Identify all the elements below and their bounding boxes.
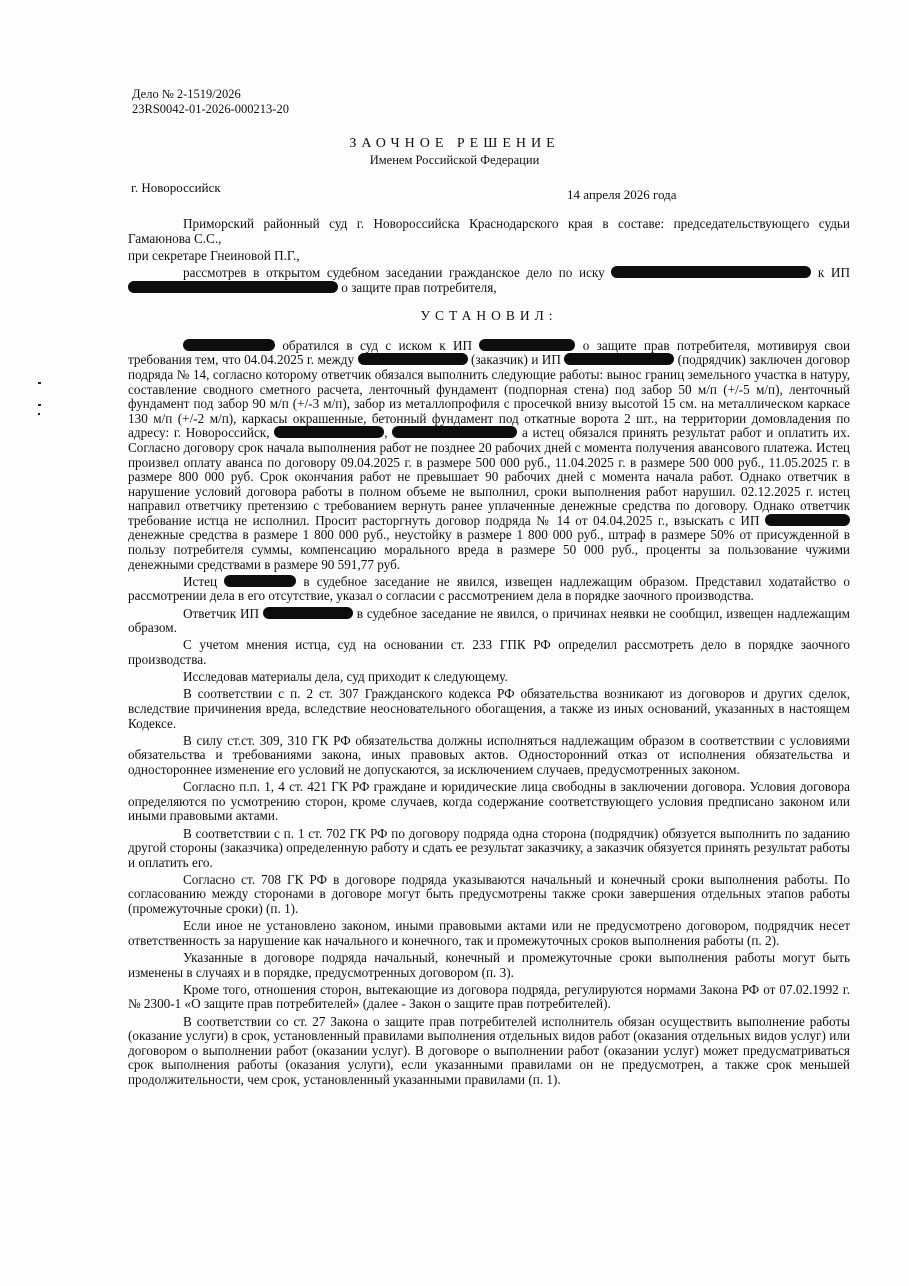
scan-speck xyxy=(38,413,40,415)
case-uid: 23RS0042-01-2026-000213-20 xyxy=(132,102,289,116)
redaction-bar xyxy=(183,339,275,351)
paragraph-text: (подрядчик) заключен договор подряда № 14, согласно которому ответчик обязался выполнить следующие работы: вынос границ земельного участка в натуру, составление сводного сметного расчета, ленточный фундамент (подпорная стена) под забор 50 м/п (+/-5 м/п), ленточный фундамент под забор 90 м/п (+/-3 м/п), забор из металлопрофиля с просечкой внизу высотой 15 см. на металлическом каркасе 130 м/п (+/-2 м/п), каркасы окрашенные, бетонный фундамент под откатные ворота 2 шт., на территории домовладения по адресу: г. Новороссийск, xyxy=(128,352,850,441)
document-body xyxy=(128,217,850,1090)
paragraph xyxy=(128,607,850,636)
place: г. Новороссийск xyxy=(131,180,221,195)
paragraph-text: при секретаре Гнеиновой П.Г., xyxy=(128,247,300,263)
scan-speck xyxy=(38,382,41,384)
date: 14 апреля 2026 года xyxy=(567,187,677,202)
redaction-bar xyxy=(224,575,296,587)
paragraph-text: денежные средства в размере 1 800 000 руб., неустойку в размере 1 800 000 руб., штраф в размере 50% от присужденной в пользу потребителя суммы, компенсацию морального вреда в размере 50 000 руб., проценты за пользование чужими денежными средствами в размере 90 591,77 руб. xyxy=(128,527,850,572)
paragraph-text: в судебное заседание не явился, извещен надлежащим образом. Представил ходатайство о рассмотрении дела в его отсутствие, указал о согласии с рассмотрением дела в порядке заочного производства. xyxy=(128,573,850,604)
paragraph-text: о защите прав потребителя, xyxy=(338,279,497,295)
paragraph xyxy=(128,575,850,604)
paragraph-text: в судебное заседание не явился, о причинах неявки не сообщил, извещен надлежащим образом. xyxy=(128,605,850,636)
paragraph xyxy=(128,638,850,667)
paragraph-text: Указанные в договоре подряда начальный, конечный и промежуточные сроки выполнения работы могут быть изменены в случаях и в порядке, предусмотренных договором (п. 3). xyxy=(128,950,850,980)
document-title: ЗАОЧНОЕ РЕШЕНИЕ xyxy=(349,136,560,151)
paragraph xyxy=(128,919,850,948)
paragraph xyxy=(128,266,850,295)
paragraph-text: Исследовав материалы дела, суд приходит к следующему. xyxy=(183,669,508,685)
redaction-bar xyxy=(611,266,811,278)
redaction-bar xyxy=(564,353,674,365)
paragraph-text: В соответствии со ст. 27 Закона о защите прав потребителей исполнитель обязан осуществить выполнение работы (оказание услуги) в срок, установленный правилами выполнения отдельных видов работ (оказания отдельных видов услуг) или договором о выполнении работ (оказании услуг). В договоре о выполнении работ (оказании услуг) может предусматриваться срок выполнения работы (оказания услуги), если указанными правилами он не предусмотрен, а также срок меньшей продолжительности, чем срок, установленный указанными правилами (п. 1). xyxy=(128,1013,850,1087)
paragraph-text: (заказчик) и ИП xyxy=(467,352,565,368)
paragraph-text: о защите прав потребителя, мотивируя свои требования тем, что 04.04.2025 г. между xyxy=(128,337,850,368)
paragraph xyxy=(128,780,850,824)
paragraph xyxy=(128,827,850,871)
paragraph xyxy=(128,249,850,264)
paragraph xyxy=(128,339,850,573)
redaction-bar xyxy=(358,353,468,365)
paragraph-text: к ИП xyxy=(811,264,850,280)
paragraph-text: рассмотрев в открытом судебном заседании гражданское дело по иску xyxy=(183,264,612,280)
document-subtitle: Именем Российской Федерации xyxy=(369,153,540,167)
case-number: Дело № 2-1519/2026 xyxy=(132,87,241,101)
paragraph xyxy=(128,687,850,731)
paragraph-text: Истец xyxy=(183,573,225,589)
paragraph xyxy=(128,983,850,1012)
paragraph-text: Если иное не установлено законом, иными правовыми актами или не предусмотрено договором, подрядчик несет ответственность за нарушение как начального и конечного, так и промежуточных сроков выполнения работы (п. 2). xyxy=(128,918,850,948)
paragraph xyxy=(128,951,850,980)
redaction-bar xyxy=(765,514,850,526)
paragraph-text: , xyxy=(384,425,393,441)
redaction-bar xyxy=(274,426,384,438)
paragraph-text: Согласно ст. 708 ГК РФ в договоре подряда указываются начальный и конечный сроки выполнения работы. По согласованию между сторонами в договоре могут быть предусмотрены также сроки завершения отдельных этапов работы (промежуточные сроки) (п. 1). xyxy=(128,871,850,917)
paragraph xyxy=(128,217,850,246)
paragraph xyxy=(128,873,850,917)
paragraph-text: обратился в суд с иском к ИП xyxy=(275,337,480,353)
paragraph-text: В соответствии с п. 2 ст. 307 Гражданского кодекса РФ обязательства возникают из договоров и других сделок, вследствие причинения вреда, вследствие неосновательного обогащения, а также из иных оснований, указанных в настоящем Кодексе. xyxy=(128,686,850,731)
case-header xyxy=(132,87,289,117)
section-heading xyxy=(128,309,850,324)
paragraph-text: В соответствии с п. 1 ст. 702 ГК РФ по договору подряда одна сторона (подрядчик) обязуется выполнить по заданию другой стороны (заказчика) определенную работу и сдать ее результат заказчику, а заказчик обязуется принять результат работы и оплатить его. xyxy=(128,825,850,870)
scan-speck xyxy=(38,404,41,406)
paragraph xyxy=(128,734,850,778)
paragraph xyxy=(128,1015,850,1088)
paragraph-text: Приморский районный суд г. Новороссийска Краснодарского края в составе: председательствующего судьи Гамаюнова С.С., xyxy=(128,216,850,246)
paragraph-text: Ответчик ИП xyxy=(183,605,263,621)
redaction-bar xyxy=(392,426,517,438)
paragraph-text: В силу ст.ст. 309, 310 ГК РФ обязательства должны исполняться надлежащим образом в соответствии с условиями обязательства и требованиями закона, иных правовых актов. Односторонний отказ от исполнения обязательства и одностороннее изменение его условий не допускаются, за исключением случаев, предусмотренных законом. xyxy=(128,732,850,777)
paragraph-text: а истец обязался принять результат работ и оплатить их. Согласно договору срок начала выполнения работ не позднее 20 рабочих дней с момента получения авансового платежа. Истец произвел оплату аванса по договору 09.04.2025 г. в размере 500 000 руб., 11.04.2025 г. в размере 500 000 руб., 11.05.2025 г. в размере 800 000 руб. Срок окончания работ не превышает 90 рабочих дней с момента начала работ. Однако ответчик в нарушение условий договора работы в полном объеме не выполнил, сроки выполнения работ нарушил. 02.12.2025 г. истец направил ответчику претензию с требованием вернуть ранее уплаченные денежные средства по договору. Однако ответчик требование истца не исполнил. Просит расторгнуть договор подряда № 14 от 04.04.2025 г., взыскать с ИП xyxy=(128,425,850,528)
paragraph-text: Согласно п.п. 1, 4 ст. 421 ГК РФ граждане и юридические лица свободны в заключении договора. Условия договора определяются по усмотрению сторон, кроме случаев, когда содержание соответствующего условия предписано законом или иными правовыми актами. xyxy=(128,779,850,824)
paragraph-text: Кроме того, отношения сторон, вытекающие из договора подряда, регулируются нормами Закона РФ от 07.02.1992 г. № 2300-1 «О защите прав потребителей» (далее - Закон о защите прав потребителей). xyxy=(128,981,850,1012)
redaction-bar xyxy=(479,339,575,351)
paragraph-text: УСТАНОВИЛ: xyxy=(420,308,558,324)
redaction-bar xyxy=(128,281,338,293)
redaction-bar xyxy=(263,607,353,619)
paragraph-text: С учетом мнения истца, суд на основании ст. 233 ГПК РФ определил рассмотреть дело в порядке заочного производства. xyxy=(128,637,850,667)
paragraph xyxy=(128,670,850,685)
